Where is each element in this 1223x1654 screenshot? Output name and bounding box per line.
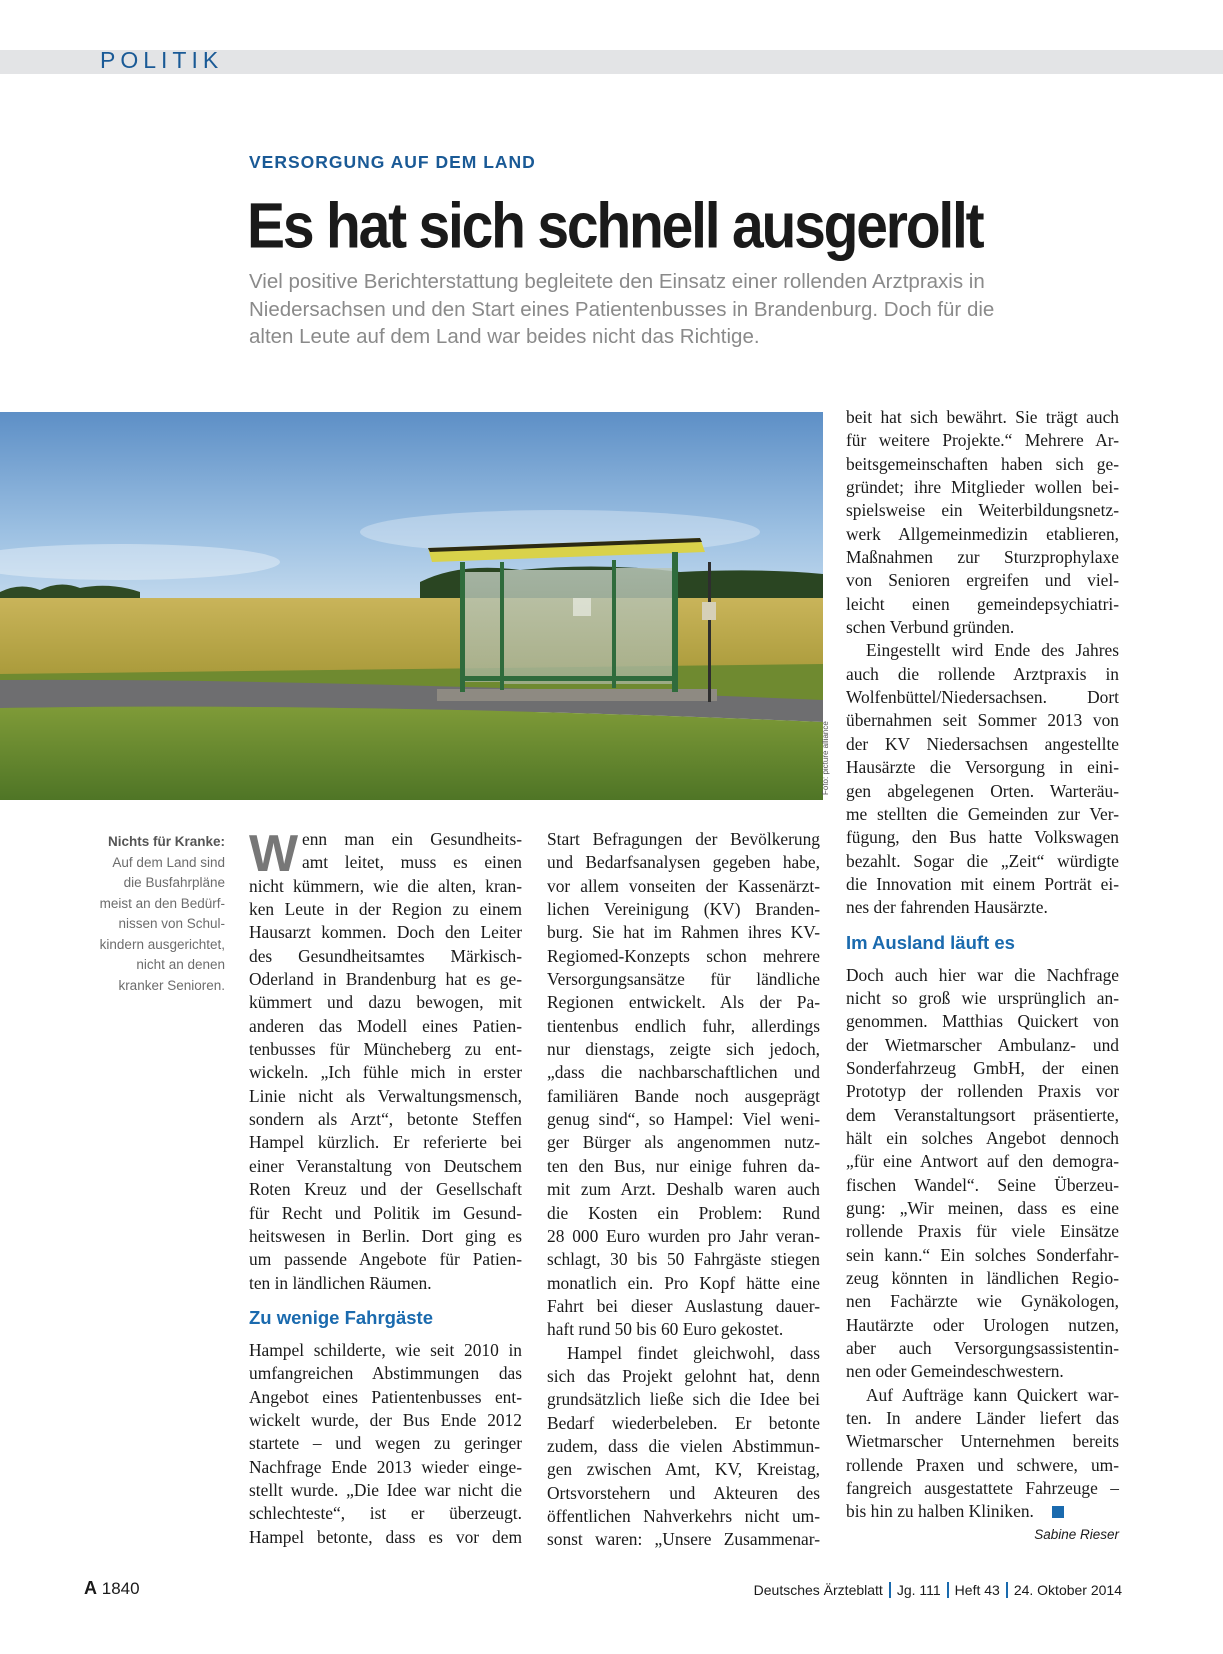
text-line: me stellten die Gemeinden zur Ver-	[846, 803, 1119, 824]
text-line: Fahrt bei dieser Auslastung dauer-	[547, 1295, 820, 1316]
text-line: gen zwischen Amt, KV, Kreistag,	[547, 1459, 820, 1480]
text-line: genommen. Matthias Quickert von	[846, 1011, 1119, 1032]
text-line: startete – und wegen zu geringer	[249, 1433, 522, 1454]
text-line: fügung, den Bus hatte Volkswagen	[846, 827, 1119, 848]
text-line: Bedarf wiederbeleben. Er betonte	[547, 1412, 820, 1433]
text-line: Angebot eines Patientenbusses ent-	[249, 1386, 522, 1407]
text-line: ken Leute in der Region zu einem	[249, 899, 522, 920]
text-line: Hampel betonte, dass es vor dem	[249, 1526, 522, 1547]
text-line-final	[846, 1500, 1119, 1523]
paragraph	[547, 828, 820, 1342]
text-line: auch die rollende Arztpraxis in	[846, 663, 1119, 684]
paragraph	[249, 825, 522, 1295]
text-line: familiären Bande noch ausgeprägt	[547, 1085, 820, 1106]
text-line: Prototyp der rollenden Praxis vor	[846, 1081, 1119, 1102]
journal-issue: Heft 43	[954, 1582, 1000, 1598]
text-line: ger Bürger als angenommen nutz-	[547, 1132, 820, 1153]
text-line: tenbusses für Müncheberg zu ent-	[249, 1039, 522, 1060]
text-line: schlechteste“, ist er überzeugt.	[249, 1503, 522, 1524]
caption-line: Auf dem Land sind	[112, 854, 225, 870]
text-line: nur dienstags, zeigte sich jedoch,	[547, 1039, 820, 1060]
text-line: amt leitet, muss es einen	[302, 852, 522, 873]
text-line: Versorgungsansätze für ländliche	[547, 969, 820, 990]
page-prefix: A	[84, 1578, 97, 1598]
text-line: dem Veranstaltungsort präsentierte,	[846, 1104, 1119, 1125]
paragraph	[846, 964, 1119, 1384]
text-line: gung: „Wir meinen, dass es eine	[846, 1198, 1119, 1218]
text-line: Eingestellt wird Ende des Jahres	[866, 640, 1119, 661]
text-line: sich das Projekt gelohnt hat, denn	[547, 1365, 820, 1386]
text-line: Sonderfahrzeug GmbH, der einen	[846, 1057, 1119, 1078]
text-line: leicht einen gemeindepsychiatri-	[846, 593, 1119, 614]
text-line: werk Allgemeinmedizin etablieren,	[846, 523, 1119, 544]
text-line: aber auch Versorgungsassistentin-	[846, 1338, 1119, 1359]
text-line: Wietmarscher Unternehmen bereits	[846, 1431, 1119, 1452]
text-line: haft rund 50 bis 60 Euro gekostet.	[547, 1319, 784, 1340]
text-line: Roten Kreuz und der Gesellschaft	[249, 1179, 522, 1200]
text-line: nen Fachärzte wie Gynäkologen,	[846, 1291, 1119, 1312]
text-line: Wolfenbüttel/Niedersachsen. Dort	[846, 687, 1119, 708]
text-line: gen abgelegenen Orten. Warteräu-	[846, 780, 1119, 801]
page-number-value: 1840	[101, 1579, 140, 1598]
text-line: heitswesen in Berlin. Dort ging es	[249, 1225, 522, 1246]
text-line: wickeln. „Ich fühle mich in erster	[249, 1062, 522, 1083]
text-line: lichen Vereinigung (KV) Branden-	[547, 899, 820, 920]
article-column-2	[547, 828, 820, 1552]
paragraph	[547, 1342, 820, 1552]
text-line: sondern als Arzt“, betonte Steffen	[249, 1109, 522, 1130]
text-line: kümmert und dazu bewogen, mit	[249, 992, 522, 1013]
paragraph	[846, 639, 1119, 919]
caption-line: nissen von Schul-	[118, 916, 225, 931]
text-line: öffentlichen Nahverkehrs nicht um-	[547, 1505, 820, 1526]
text-line: Regiomed-Konzepts schon mehrere	[547, 945, 820, 966]
text-line: zeug könnten in ländlichen Regio-	[846, 1268, 1119, 1289]
lead-paragraph	[249, 268, 1119, 351]
text-line: und Bedarfsanalysen gegeben habe,	[547, 852, 820, 873]
footer-separator	[1006, 1582, 1008, 1598]
journal-volume: Jg. 111	[896, 1582, 941, 1598]
text-line: burg. Sie hat im Rahmen ihres KV-	[547, 922, 820, 943]
text-line: Linie nicht als Verwaltungsmensch,	[249, 1085, 522, 1106]
text-line: 28 000 Euro wurden pro Jahr veran-	[547, 1225, 820, 1246]
text-line: vor allem vonseiten der Kassenärzt-	[547, 875, 820, 896]
text-line: sein kann.“ Ein solches Sonderfahr-	[846, 1244, 1119, 1265]
page-number	[84, 1578, 140, 1599]
text-line: nicht so groß wie ursprünglich an-	[846, 987, 1119, 1008]
footer-separator	[889, 1582, 891, 1598]
lead-line: Niedersachsen und den Start eines Patientenbusses in Brandenburg. Doch für die	[249, 297, 995, 321]
text-line: hält ein solches Angebot dennoch	[846, 1127, 1119, 1148]
text-line: grundsätzlich ließe sich die Idee bei	[547, 1389, 820, 1410]
text-line: schen Verbund gründen.	[846, 617, 1015, 638]
headline: Es hat sich schnell ausgerollt	[247, 190, 983, 262]
text-line: nen oder Gemeindeschwestern.	[846, 1361, 1064, 1382]
paragraph	[249, 1339, 522, 1549]
kicker: VERSORGUNG AUF DEM LAND	[249, 152, 536, 172]
article-column-3	[846, 406, 1119, 1546]
photo-credit: Foto: picture alliance	[821, 721, 830, 795]
text-line: mit zum Arzt. Deshalb waren auch	[547, 1179, 820, 1200]
text-line: des Gesundheitsamtes Märkisch-	[249, 945, 522, 966]
text-line: umfangreichen Abstimmungen das	[249, 1363, 522, 1384]
caption-line: meist an den Bedürf-	[99, 895, 225, 911]
text-line: ten den Bus, nur einige fuhren da-	[547, 1155, 820, 1176]
text-line: wickelt wurde, der Bus Ende 2012	[249, 1409, 522, 1430]
text-line: für Recht und Politik im Gesund-	[249, 1202, 522, 1223]
subheading: Zu wenige Fahrgäste	[249, 1306, 434, 1328]
text-line: Hampel kürzlich. Er referierte bei	[249, 1132, 522, 1153]
text-line: zudem, dass die vielen Abstimmun-	[547, 1435, 820, 1456]
caption-line: nicht an denen	[136, 957, 225, 972]
footer-citation	[754, 1582, 1122, 1598]
text-line: sonst waren: „Unsere Zusammenar-	[547, 1529, 820, 1550]
text-line: stellt wurde. „Die Idee war nicht die	[249, 1479, 522, 1500]
text-line: „dass die nachbarschaftlichen und	[547, 1062, 820, 1083]
text-line: Start Befragungen der Bevölkerung	[547, 829, 820, 849]
text-line: ten in ländlichen Räumen.	[249, 1272, 432, 1293]
text-line: rollende Praxis für viele Einsätze	[846, 1221, 1119, 1242]
issue-date: 24. Oktober 2014	[1013, 1582, 1122, 1598]
text-line: monatlich ein. Pro Kopf hätte eine	[547, 1272, 820, 1293]
text-line: gründet; ihre Mitglieder wollen bei-	[846, 477, 1119, 498]
text-line: fischen Wandel“. Seine Überzeu-	[846, 1174, 1119, 1195]
footer-separator	[947, 1582, 949, 1598]
text-line: von Senioren ergreifen und viel-	[846, 570, 1119, 591]
text-line: rollende Praxen und schwere, um-	[846, 1454, 1119, 1475]
text-line: Hautärzte oder Urologen nutzen,	[846, 1314, 1119, 1335]
text-line: für weitere Projekte.“ Mehrere Ar-	[846, 430, 1119, 451]
text-line: übernahmen seit Sommer 2013 von	[846, 710, 1119, 731]
text-line: der KV Niedersachsen angestellte	[846, 733, 1119, 754]
lead-line: Viel positive Berichterstattung begleitete den Einsatz einer rollenden Arztpraxis in	[249, 270, 985, 293]
author-byline: Sabine Rieser	[1034, 1526, 1119, 1542]
text-line: Doch auch hier war die Nachfrage	[846, 964, 1119, 985]
text-line: bezahlt. Sogar die „Zeit“ würdigte	[846, 850, 1119, 871]
text-line: nes der fahrenden Hausärzte.	[846, 897, 1048, 918]
text-line: um passende Angebote für Patien-	[249, 1249, 522, 1270]
end-mark-icon	[1052, 1506, 1064, 1518]
text-line: Hausarzt kommen. Doch den Leiter	[249, 922, 522, 943]
journal-name: Deutsches Ärzteblatt	[753, 1582, 883, 1598]
text-line: einer Veranstaltung von Deutschem	[249, 1155, 522, 1176]
text-line: der Wietmarscher Ambulanz- und	[846, 1034, 1119, 1055]
text-line: die Kosten ein Problem: Rund	[547, 1202, 820, 1223]
text-line: die Innovation mit einem Porträt ei-	[846, 873, 1119, 894]
text-line: tientenbus endlich fuhr, allerdings	[547, 1015, 820, 1036]
text-line: beit hat sich bewährt. Sie trägt auch	[846, 407, 1119, 427]
text-line: „für eine Antwort auf den demogra-	[846, 1151, 1119, 1172]
text-line: Hampel schilderte, wie seit 2010 in	[249, 1339, 522, 1360]
text-line: beitsgemeinschaften haben sich ge-	[846, 453, 1119, 474]
dropcap: W	[249, 825, 299, 883]
paragraph	[846, 406, 1119, 639]
text-line: ten. In andere Länder liefert das	[846, 1408, 1119, 1429]
text-line: anderen das Modell eines Patien-	[249, 1015, 522, 1036]
text-line: fangreich ausgestattete Fahrzeuge –	[846, 1478, 1119, 1499]
text-line: bis hin zu halben Kliniken.	[846, 1501, 1034, 1522]
subheading: Im Ausland läuft es	[846, 931, 1015, 953]
caption-line: die Busfahrpläne	[123, 875, 225, 890]
text-line: Regionen entwickelt. Als der Pa-	[547, 992, 820, 1013]
caption-line: kindern ausgerichtet,	[99, 936, 225, 952]
section-label: POLITIK	[100, 47, 224, 73]
text-line: genug sind“, so Hampel: Viel weni-	[547, 1109, 820, 1130]
text-line: Hausärzte die Versorgung in eini-	[846, 757, 1119, 778]
caption-title: Nichts für Kranke:	[107, 834, 225, 849]
text-line: Ortsvorstehern und Akteuren des	[547, 1482, 820, 1503]
text-line: nicht kümmern, wie die alten, kran-	[249, 875, 522, 896]
text-line: Hampel findet gleichwohl, dass	[567, 1342, 820, 1363]
paragraph	[846, 1384, 1119, 1524]
text-line: Nachfrage Ende 2013 wieder einge-	[249, 1456, 522, 1477]
text-line: Oderland in Brandenburg hat es ge-	[249, 969, 522, 990]
bus-stop-photo	[0, 412, 823, 800]
text-line: schlagt, 30 bis 50 Fahrgäste stiegen	[547, 1249, 820, 1270]
lead-line: alten Leute auf dem Land war beides nicht das Richtige.	[249, 325, 760, 348]
caption-line: kranker Senioren.	[118, 977, 225, 993]
photo-caption	[80, 832, 225, 996]
text-line: Maßnahmen zur Sturzprophylaxe	[846, 547, 1119, 568]
text-line: Auf Aufträge kann Quickert war-	[866, 1384, 1119, 1405]
article-column-1	[249, 825, 522, 1549]
text-line: spielsweise ein Weiterbildungsnetz-	[846, 500, 1119, 521]
text-line: enn man ein Gesundheits-	[302, 829, 522, 849]
